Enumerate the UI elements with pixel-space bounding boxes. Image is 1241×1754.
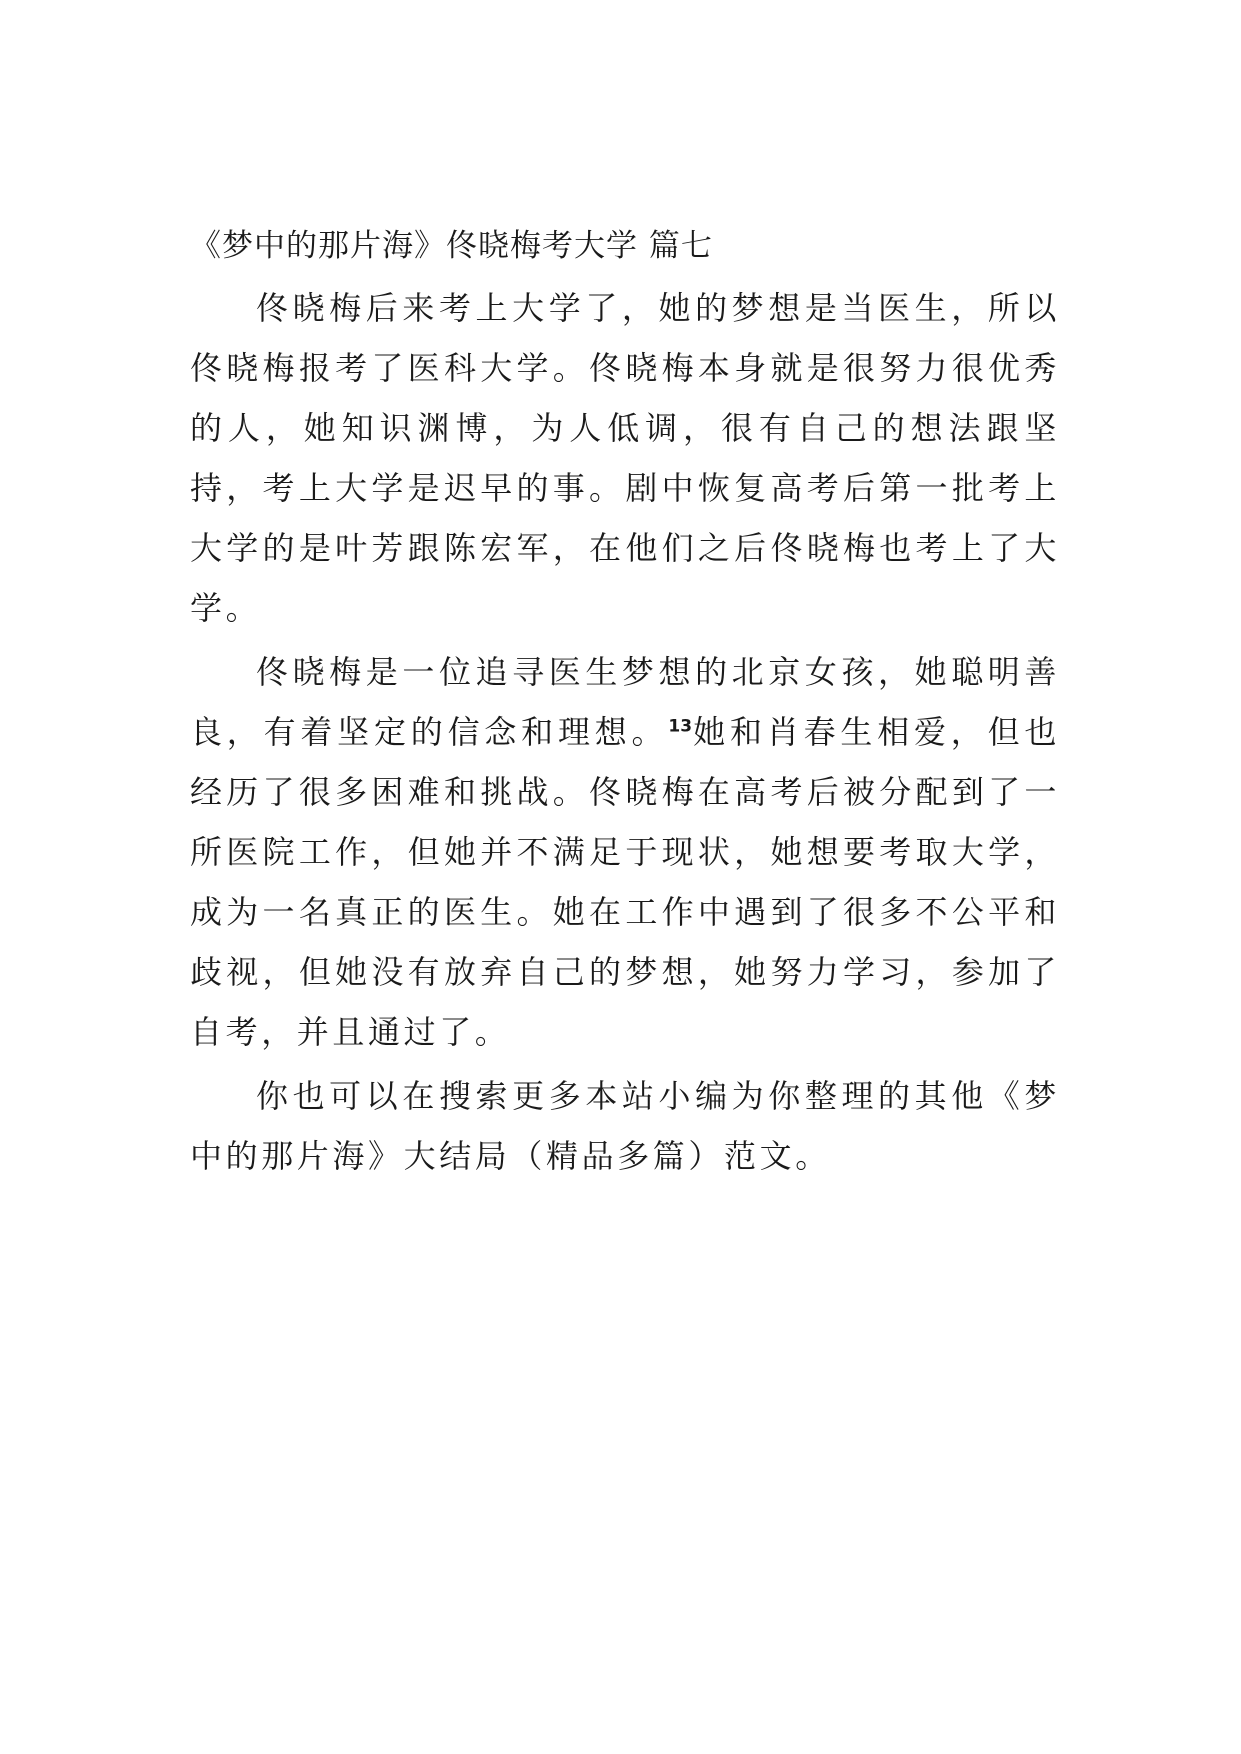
document-body bbox=[190, 218, 1060, 1186]
paragraph-1: 佟晓梅后来考上大学了，她的梦想是当医生，所以佟晓梅报考了医科大学。佟晓梅本身就是很努力很优秀的人，她知识渊博，为人低调，很有自己的想法跟坚持，考上大学是迟早的事。剧中恢复高考后第一批考上大学的是叶芳跟陈宏军，在他们之后佟晓梅也考上了大学。 bbox=[190, 289, 1060, 627]
section-title: 《梦中的那片海》佟晓梅考大学 篇七 bbox=[190, 228, 713, 264]
paragraph-2 bbox=[190, 642, 1060, 1062]
footnote-marker: 13 bbox=[668, 716, 693, 737]
paragraph-3: 你也可以在搜索更多本站小编为你整理的其他《梦中的那片海》大结局（精品多篇）范文。 bbox=[190, 1077, 1060, 1175]
paragraph-2-part-1: 佟晓梅是一位追寻医生梦想的北京女孩，她聪明善良，有着坚定的信念和理想。 bbox=[190, 653, 1060, 751]
paragraph-2-part-2: 她和肖春生相爱，但也经历了很多困难和挑战。佟晓梅在高考后被分配到了一所医院工作，但她并不满足于现状，她想要考取大学，成为一名真正的医生。她在工作中遇到了很多不公平和歧视，但她没有放弃自己的梦想，她努力学习，参加了自考，并且通过了。 bbox=[190, 713, 1060, 1051]
